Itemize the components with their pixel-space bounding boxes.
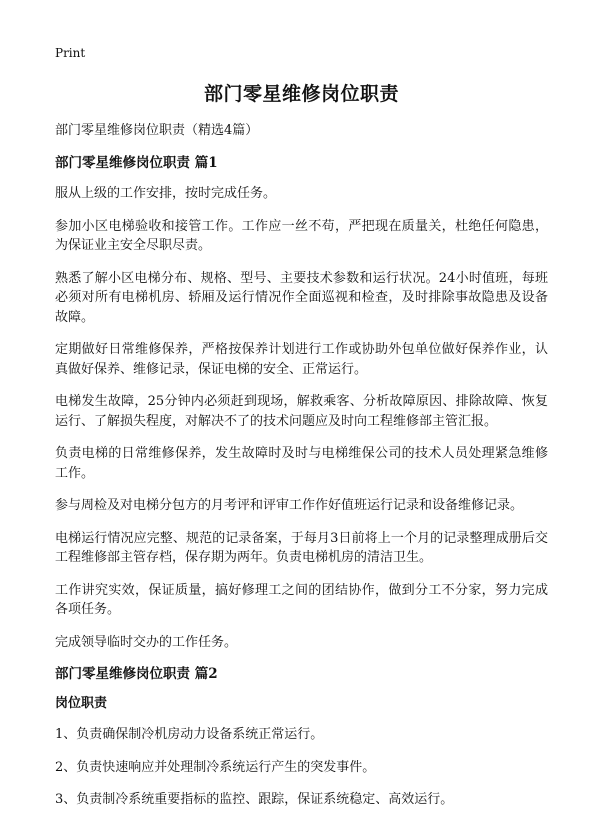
document-subtitle: 部门零星维修岗位职责（精选4篇）	[55, 123, 259, 138]
list-item: 2、负责快速响应并处理制冷系统运行产生的突发事件。	[55, 759, 376, 775]
paragraph: 服从上级的工作安排，按时完成任务。	[55, 186, 277, 201]
page-title: 部门零星维修岗位职责	[203, 83, 399, 105]
paragraph: 负责电梯的日常维修保养，发生故障时及时与电梯维保公司的技术人员处理紧急维修工作。	[55, 446, 548, 481]
paragraph: 完成领导临时交办的工作任务。	[55, 634, 238, 650]
section-2-heading: 部门零星维修岗位职责 篇2	[55, 666, 218, 682]
paragraph: 电梯运行情况应完整、规范的记录备案，于每月3日前将上一个月的记录整理成册后交工程维修部主管存档，保存期为两年。负责电梯机房的清洁卫生。	[55, 530, 548, 565]
paragraph: 参与周检及对电梯分包方的月考评和评审工作作好值班运行记录和设备维修记录。	[55, 498, 524, 513]
list-item: 3、负责制冷系统重要指标的监控、跟踪，保证系统稳定、高效运行。	[55, 792, 454, 807]
paragraph: 电梯发生故障，25分钟内必须赶到现场，解救乘客、分析故障原因、排除故障、恢复运行、了解损失程度，对解决不了的技术问题应及时向工程维修部主管汇报。	[55, 394, 548, 429]
list-item: 1、负责确保制冷机房动力设备系统正常运行。	[55, 727, 324, 742]
print-label: Print	[55, 46, 86, 60]
paragraph: 熟悉了解小区电梯分布、规格、型号、主要技术参数和运行状况。24小时值班，每班必须对所有电梯机房、轿厢及运行情况作全面巡视和检查，及时排除事故隐患及设备故障。	[55, 270, 548, 325]
section-1-heading: 部门零星维修岗位职责 篇1	[55, 155, 218, 171]
paragraph: 参加小区电梯验收和接管工作。工作应一丝不苟，严把现在质量关，杜绝任何隐患，为保证业主安全尽职尽责。	[55, 218, 548, 253]
paragraph: 工作讲究实效，保证质量，搞好修理工之间的团结协作，做到分工不分家，努力完成各项任务。	[55, 582, 548, 617]
job-duties-heading: 岗位职责	[55, 696, 108, 711]
paragraph: 定期做好日常维修保养，严格按保养计划进行工作或协助外包单位做好保养作业，认真做好保养、维修记录，保证电梯的安全、正常运行。	[55, 342, 548, 377]
